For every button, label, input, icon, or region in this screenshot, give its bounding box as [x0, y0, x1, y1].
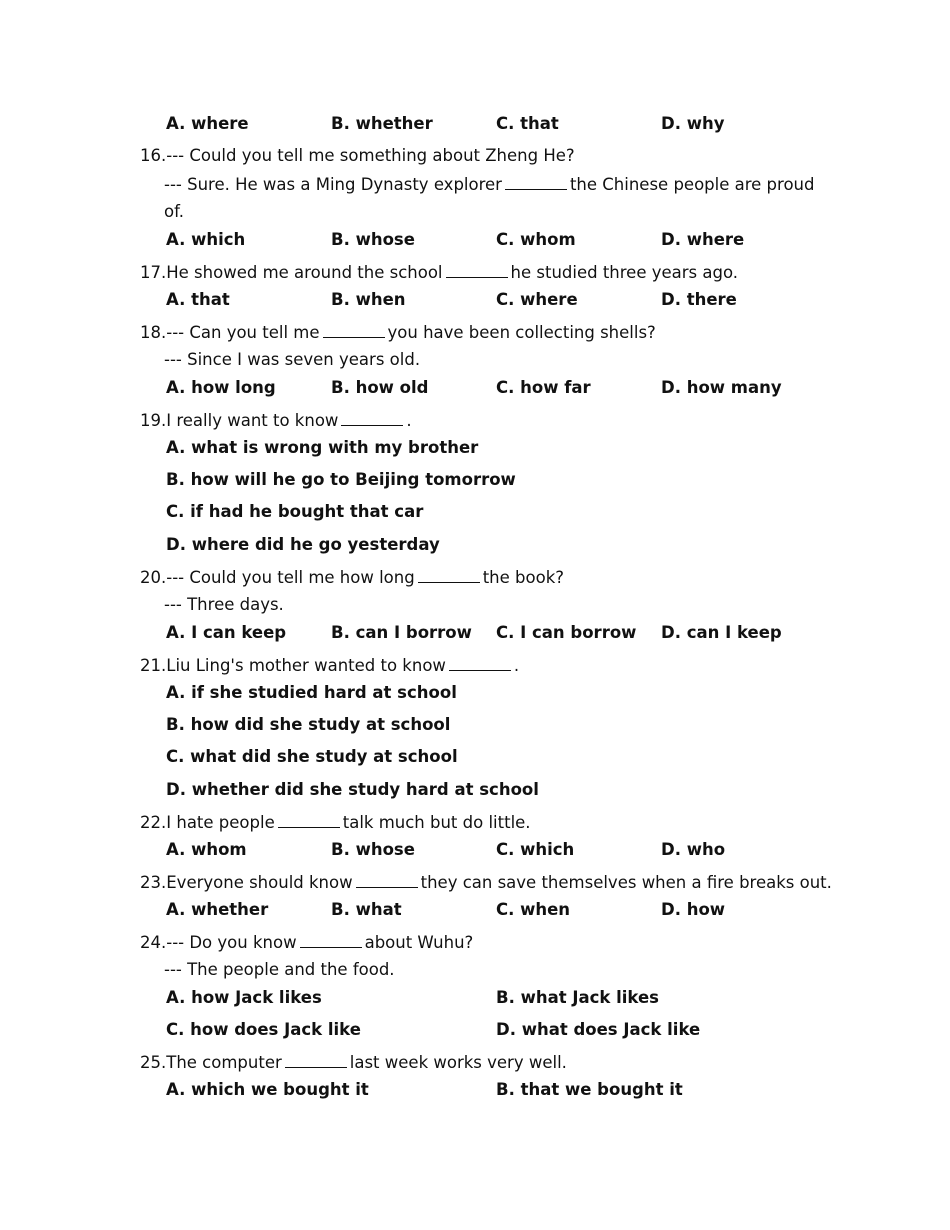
q18-number: 18.: [140, 323, 167, 342]
q18-option-c[interactable]: C. how far: [496, 378, 591, 397]
q20-text-a: --- Could you tell me how long: [166, 568, 415, 587]
q19-option-c[interactable]: C. if had he bought that car: [166, 502, 424, 521]
q16-option-c[interactable]: C. whom: [496, 230, 576, 249]
q18-question: [140, 322, 656, 343]
q25-text-a: The computer: [166, 1053, 282, 1072]
q17-number: 17.: [140, 263, 167, 282]
q22-blank: [278, 812, 340, 828]
q15-option-a[interactable]: A. where: [166, 114, 249, 133]
q23-blank: [356, 872, 418, 888]
q23-option-b[interactable]: B. what: [331, 900, 402, 919]
q19-text-a: I really want to know: [166, 411, 339, 430]
q17-text-b: he studied three years ago.: [510, 263, 739, 282]
q23-text-a: Everyone should know: [166, 873, 353, 892]
q24-option-c[interactable]: C. how does Jack like: [166, 1020, 361, 1039]
q24-option-a[interactable]: A. how Jack likes: [166, 988, 322, 1007]
q18-option-b[interactable]: B. how old: [331, 378, 429, 397]
q22-option-b[interactable]: B. whose: [331, 840, 415, 859]
q21-question: [140, 655, 519, 676]
q24-number: 24.: [140, 933, 167, 952]
q24-question: [140, 932, 473, 953]
q22-question: [140, 812, 531, 833]
q24-blank: [300, 932, 362, 948]
q15-option-b[interactable]: B. whether: [331, 114, 433, 133]
q22-number: 22.: [140, 813, 167, 832]
q20-option-c[interactable]: C. I can borrow: [496, 623, 637, 642]
q17-text-a: He showed me around the school: [166, 263, 443, 282]
q22-option-d[interactable]: D. who: [661, 840, 726, 859]
q20-option-a[interactable]: A. I can keep: [166, 623, 287, 642]
q20-question: [140, 567, 564, 588]
q23-option-d[interactable]: D. how: [661, 900, 726, 919]
q25-question: [140, 1052, 567, 1073]
q21-number: 21.: [140, 656, 167, 675]
q20-option-b[interactable]: B. can I borrow: [331, 623, 472, 642]
q16-text-a: --- Sure. He was a Ming Dynasty explorer: [164, 175, 502, 194]
q25-blank: [285, 1052, 347, 1068]
q25-number: 25.: [140, 1053, 167, 1072]
q15-option-d[interactable]: D. why: [661, 114, 725, 133]
q17-blank: [446, 262, 508, 278]
q18-option-a[interactable]: A. how long: [166, 378, 276, 397]
q22-option-c[interactable]: C. which: [496, 840, 575, 859]
q16-line2: [164, 174, 814, 195]
q23-option-c[interactable]: C. when: [496, 900, 571, 919]
q17-option-b[interactable]: B. when: [331, 290, 406, 309]
q16-text-b: the Chinese people are proud: [569, 175, 815, 194]
q17-option-d[interactable]: D. there: [661, 290, 737, 309]
q16-blank: [505, 174, 567, 190]
q21-option-a[interactable]: A. if she studied hard at school: [166, 683, 457, 702]
q21-option-b[interactable]: B. how did she study at school: [166, 715, 451, 734]
q20-line2: --- Three days.: [164, 595, 284, 614]
q24-text-b: about Wuhu?: [364, 933, 474, 952]
q24-option-b[interactable]: B. what Jack likes: [496, 988, 659, 1007]
q24-text-a: --- Do you know: [166, 933, 297, 952]
q20-text-b: the book?: [482, 568, 565, 587]
q17-option-c[interactable]: C. where: [496, 290, 578, 309]
q16-option-a[interactable]: A. which: [166, 230, 246, 249]
q24-line2: --- The people and the food.: [164, 960, 395, 979]
q16-number: 16.: [140, 146, 167, 165]
q21-option-d[interactable]: D. whether did she study hard at school: [166, 780, 539, 799]
q16-line3: of.: [164, 202, 184, 221]
q21-blank: [449, 655, 511, 671]
q20-option-d[interactable]: D. can I keep: [661, 623, 782, 642]
q22-text-b: talk much but do little.: [342, 813, 531, 832]
q22-text-a: I hate people: [166, 813, 275, 832]
q18-text-b: you have been collecting shells?: [387, 323, 656, 342]
q22-option-a[interactable]: A. whom: [166, 840, 247, 859]
q25-text-b: last week works very well.: [349, 1053, 567, 1072]
q19-option-b[interactable]: B. how will he go to Beijing tomorrow: [166, 470, 516, 489]
q23-option-a[interactable]: A. whether: [166, 900, 269, 919]
q19-text-b: .: [406, 411, 412, 430]
q21-text-a: Liu Ling's mother wanted to know: [166, 656, 446, 675]
q17-option-a[interactable]: A. that: [166, 290, 230, 309]
q23-question: [140, 872, 832, 893]
q19-option-d[interactable]: D. where did he go yesterday: [166, 535, 440, 554]
q19-question: [140, 410, 412, 431]
q16-option-d[interactable]: D. where: [661, 230, 745, 249]
q15-option-c[interactable]: C. that: [496, 114, 559, 133]
q18-line2: --- Since I was seven years old.: [164, 350, 421, 369]
q25-option-a[interactable]: A. which we bought it: [166, 1080, 369, 1099]
q25-option-b[interactable]: B. that we bought it: [496, 1080, 683, 1099]
q18-blank: [323, 322, 385, 338]
q19-number: 19.: [140, 411, 167, 430]
q20-blank: [418, 567, 480, 583]
q24-option-d[interactable]: D. what does Jack like: [496, 1020, 701, 1039]
q16-option-b[interactable]: B. whose: [331, 230, 415, 249]
q16-question: [140, 146, 575, 166]
q21-option-c[interactable]: C. what did she study at school: [166, 747, 458, 766]
q18-option-d[interactable]: D. how many: [661, 378, 782, 397]
q20-number: 20.: [140, 568, 167, 587]
q19-blank: [341, 410, 403, 426]
q17-question: [140, 262, 738, 283]
q23-number: 23.: [140, 873, 167, 892]
q18-text-a: --- Can you tell me: [166, 323, 320, 342]
q16-line1: --- Could you tell me something about Zheng He?: [166, 146, 575, 165]
q19-option-a[interactable]: A. what is wrong with my brother: [166, 438, 479, 457]
q23-text-b: they can save themselves when a fire breaks out.: [420, 873, 832, 892]
q21-text-b: .: [513, 656, 520, 675]
